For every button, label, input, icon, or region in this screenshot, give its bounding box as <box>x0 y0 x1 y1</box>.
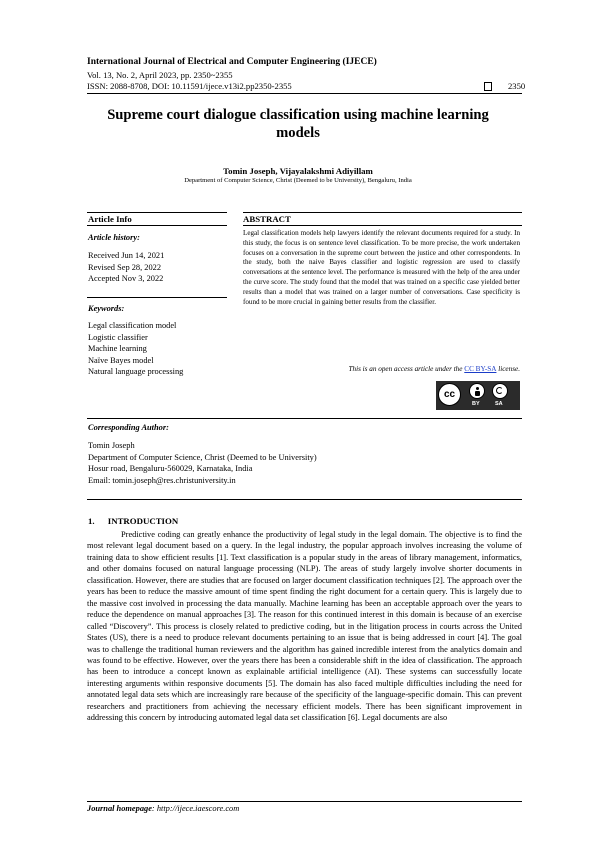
homepage-url[interactable]: http://ijece.iaescore.com <box>156 804 240 813</box>
article-dates <box>88 250 164 285</box>
revised-date: Revised Sep 28, 2022 <box>88 262 162 272</box>
introduction-body <box>87 529 522 724</box>
homepage-separator: : <box>151 804 157 813</box>
journal-name: International Journal of Electrical and Computer Engineering (IJECE) <box>87 57 377 67</box>
keyword-item: Logistic classifier <box>88 332 148 342</box>
keyword-item: Machine learning <box>88 344 147 354</box>
journal-homepage <box>87 804 239 813</box>
corresponding-top-rule <box>87 418 522 419</box>
corresponding-name: Tomin Joseph <box>88 441 135 450</box>
license-prefix: This is an open access article under the <box>348 365 465 373</box>
introduction-paragraph: Predictive coding can greatly enhance the productivity of legal study in the legal domain. The objective is to find the most relevant legal document based on a query. In the legal industry, the popular approach involves increasing the volume of training data to show efficient results [1]. Text classification is a popular study in the areas of library management, informatics, and other domains focused on natural language processing (NLP). The areas of study largely involve shorter documents in classification. However, there are studies that are focused on larger document classification techniques [2]. The approach over the years has been to reduce the massive amount of time spent finding the right document for a certain query. This is largely due to the massive cost involved in processing the data manually. Machine learning has been an acceptable approach over the years to reduce the dependence on manual approaches [3]. The reason for this continued interest in this domain is because of an exercise called “Discovery”. This process is closely related to predictive coding, but in the litigation process in courts across the United States (US), there is a need to produce relevant documents pertaining to an issue that is being addressed in court [4]. The goal was to challenge the traditional human reviewers and the algorithm has gained incredible interest from the analytics domain and was found to be effective. However, over the years there has been a considerable shift in the idea of classification. The approach has been to introduce a concept known as explainable artificial intelligence (AI). These systems can successfully locate interesting arguments within responsive documents [5]. The domain has also faced multiple difficulties including the need for annotated legal data sets which are increasingly rare because of the specificity of the language-specific domain. This can prevent researchers and practitioners from achieving the necessary efficient models. There has been significant improvement in addressing this concern by introducing automated legal data set classification [6]. Legal documents are also <box>87 530 522 723</box>
person-head-shape <box>476 387 479 390</box>
affiliation: Department of Computer Science, Christ (Deemed to be University), Bengaluru, India <box>184 177 412 184</box>
abstract-heading: ABSTRACT <box>243 214 291 224</box>
paper-title: Supreme court dialogue classification using machine learning models <box>107 107 489 141</box>
received-date: Received Jun 14, 2021 <box>88 251 165 260</box>
keyword-list <box>88 320 183 378</box>
footer-rule <box>87 801 522 802</box>
page-number: 2350 <box>508 81 526 91</box>
header-rule <box>87 93 522 94</box>
corresponding-dept: Department of Computer Science, Christ (Deemed to be University) <box>88 452 317 462</box>
page-icon <box>484 82 492 91</box>
share-alike-icon <box>492 383 508 399</box>
keyword-item: Naïve Bayes model <box>88 355 154 365</box>
abstract-sub-rule <box>243 225 522 226</box>
info-sub-rule <box>87 225 227 226</box>
license-statement <box>243 365 520 373</box>
corresponding-address: Hosur road, Bengaluru-560029, Karnataka, India <box>88 464 253 474</box>
sa-label: SA <box>495 401 503 407</box>
keywords-label: Keywords: <box>88 304 125 313</box>
article-info-heading: Article Info <box>88 214 132 224</box>
accepted-date: Accepted Nov 3, 2022 <box>88 274 164 284</box>
corresponding-bottom-rule <box>87 499 522 500</box>
person-body-shape <box>475 391 480 396</box>
keyword-item: Natural language processing <box>88 367 184 377</box>
section-heading: 1. INTRODUCTION <box>88 516 179 526</box>
license-link[interactable]: CC BY-SA <box>464 365 497 373</box>
corresponding-heading: Corresponding Author: <box>88 423 169 432</box>
by-label: BY <box>472 401 480 407</box>
author-list: Tomin Joseph, Vijayalakshmi Adiyillam <box>223 166 373 176</box>
history-label: Article history: <box>88 233 140 242</box>
keywords-rule <box>87 297 227 298</box>
share-alike-arc-shape <box>496 387 503 394</box>
corresponding-details <box>88 440 317 486</box>
corresponding-email: Email: tomin.joseph@res.christuniversity.in <box>88 475 236 485</box>
issn-line: ISSN: 2088-8708, DOI: 10.11591/ijece.v13i2.pp2350-2355 <box>87 81 292 91</box>
cc-icon: cc <box>438 383 461 406</box>
abstract-top-rule <box>243 212 522 213</box>
cc-by-sa-badge[interactable] <box>436 381 520 410</box>
volume-line: Vol. 13, No. 2, April 2023, pp. 2350~2355 <box>87 70 233 80</box>
license-suffix: license. <box>496 365 520 373</box>
attribution-icon <box>469 383 485 399</box>
abstract-text: Legal classification models help lawyers identify the relevant documents required for a study. In this study, the focus is on sentence level classification. To be more precise, the work undertaken focuses on a conversation in the supreme court between the justice and other correspondents. In the study, both the naive Bayes classifier and logistic regression are used to classify conversations at the sentence level. The performance is measured with the help of the area under the curve score. The study found that the model that was trained on a specific case yielded better results than a model that was trained on a larger number of conversations. Case specificity is found to be more crucial in gaining better results from the classifier. <box>243 229 520 306</box>
homepage-label: Journal homepage <box>87 804 152 813</box>
info-top-rule <box>87 212 227 213</box>
keyword-item: Legal classification model <box>88 321 177 330</box>
